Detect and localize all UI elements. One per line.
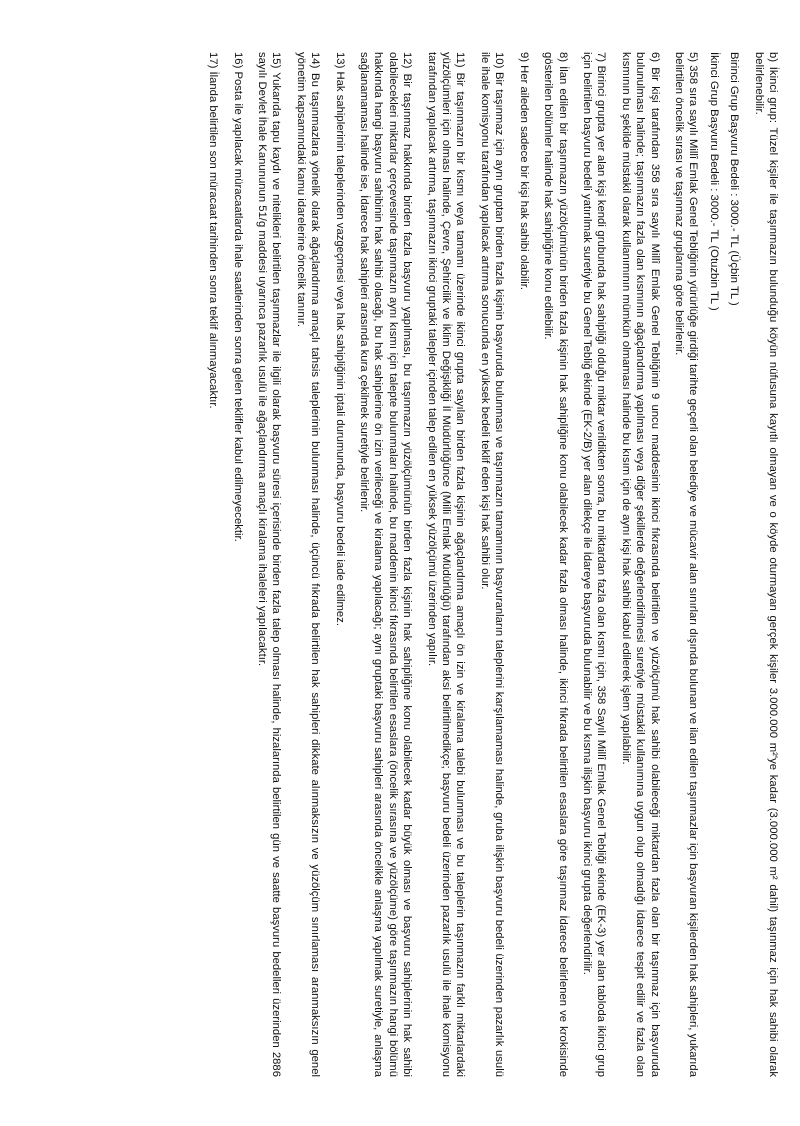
paragraph-8: 8) İlan edilen bir taşınmazın yüzölçümünün birden fazla kişinin hak sahipliğine konu olabilecek kadar fazla olması halinde, ikinci fıkrada belirtilen esaslara göre taşınmaz İdarece belirlenen ve krokisinde gösterilen bölümler halinde hak sahipliğine konu edilebilir. [542, 52, 569, 1077]
paragraph-15: 15) Yukarıda tapu kaydı ve nitelikleri belirtilen taşınmazlar ile ilgili olarak başvuru süresi içerisinde birden fazla talep olması halinde, hizalarında belirtilen gün ve saatte başvuru bedelleri üzerinden 2886 sayılı Devlet İhale Kanununun 51/g maddesi uyarınca pazarlık usulü ile ağaçlandırma amaçlı kiralama ihaleleri yapılacaktır. [256, 52, 283, 1077]
paragraph-5: 5) 358 sıra sayılı Millî Emlak Genel Tebliğinin yürürlüğe girdiği tarihte geçerli olan belediye ve mücavir alan sınırları dışında bulunan ve ilan edilen taşınmazlar için başvuran kişilerden hak sahipleri, yukarıda belirtilen öncelik sırası ve taşınmaz gruplarına göre belirlenir. [672, 52, 700, 1077]
paragraph-14: 14) Bu taşınmazlara yönelik olarak ağaçlandırma amaçlı tahsis taleplerinin bulunması halinde, üçüncü fıkrada belirtilen hak sahipleri dikkate alınmaksızın ve yüzölçüm sınırlaması aranmaksızın genel yönetim kapsamındaki kamu idarelerine öncelik tanınır. [294, 52, 322, 1077]
second-group-fee: İkinci Grup Başvuru Bedeli : 3000.- TL (Otuzbin TL ) [707, 52, 720, 311]
paragraph-13: 13) Hak sahiplerinin taleplerinden vazgeçmesi veya hak sahipliğinin iptali durumunda, başvuru bedeli iade edilmez. [333, 52, 346, 626]
paragraph-11: 11) Bir taşınmazın bir kısmı veya tamamı üzerinde ikinci grupta sayılan birden fazla kişinin ağaçlandırma amaçlı ön izin ve kiralama talebi bulunması ve bu taleplerin taşınmazın farklı miktarlardaki yüzölçümleri için olması halinde, Çevre, Şehircilik ve İklim Değişikliği İl Müdürlüğünce (Milli Emlak Müdürlüğü) tarafından aksi belirtilmedikçe; başvuru bedeli üzerinden pazarlık usulü ile ihale komisyonu tarafından yapılacak artırma, taşınmazın ikinci gruptaki talepler içinden talep edilen en yüksek yüzölçümü üzerinden yapılır. [425, 52, 467, 1077]
paragraph-6: 6) Bir kişi tarafından 358 sıra sayılı Millî Emlak Genel Tebliğinin 9 uncu maddesinin ikinci fıkrasında belirtilen ve yüzölçümü hak sahibi olabileceği miktardan fazla olan bir taşınmaz için başvuruda bulunulması halinde; taşınmazın fazla olan kısmının ağaçlandırma yapılması veya diğer şekillerde değerlendirilmesi suretiyle müstakil kullanımına uygun olup olmadığı İdarece tespit edilir ve fazla olan kısmının bu şekilde müstakil olarak kullanımının mümkün olmaması halinde bu kısım için de aynı kişi hak sahibi kabul edilerek işlem yapılabilir. [619, 52, 661, 1077]
document-body [206, 52, 780, 1077]
paragraph-12: 12) Bir taşınmaz hakkında birden fazla başvuru yapılması, bu taşınmazın yüzölçümünün birden fazla kişinin hak sahipliğine konu olabilecek kadar büyük olması ve başvuru sahiplerinin hak sahibi olabilecekleri miktarlar çerçevesinde taşınmazın aynı kısmı için talepte bulunmaları halinde, bu maddenin ikinci fıkrasında belirtilen esaslara (öncelik sırasına ve yüzölçüme) göre taşınmazın hangi bölümü hakkında hangi başvuru sahibinin hak sahibi olacağı, bu hak sahiplerine ön izin verileceği ve kiralama yapılacağı; aynı gruptaki başvuru sahipleri arasında öncelikle anlaşma yapılmak suretiyle, anlaşma sağlanamaması halinde ise, İdarece hak sahipleri arasında kura çekilmek suretiyle belirlenir. [358, 52, 414, 1077]
paragraph-b: b) İkinci grup: Tüzel kişiler ile taşınmazın bulunduğu köyün nüfusuna kayıtlı olmayan ve o köyde oturmayan gerçek kişiler 3.000.000 m²'ye kadar (3.000.000 m² dahil) taşınmaz için hak sahibi olarak belirlenebilir. [752, 52, 779, 1077]
paragraph-9: 9) Her aileden sadece bir kişi hak sahibi olabilir. [517, 52, 530, 290]
paragraph-7: 7) Birinci grupta yer alan kişi kendi grubunda hak sahipliği olduğu miktar verildikten sonra, bu miktardan fazla olan kısmı için, 358 Sayılı Millî Emlak Genel Tebliği ekinde (EK-3) yer alan tabloda ikinci grup için belirtilen başvuru bedeli yatırılmak suretiyle bu Genel Tebliğ ekinde (EK-2/B) yer alan dilekçe ile İdareye başvuruda bulunabilir ve bu kısma ilişkin başvuru ikinci grupta değerlendirilir. [580, 52, 608, 1077]
paragraph-16: 16) Posta ile yapılacak müracaatlarda ihale saatlerinden sonra gelen teklifler kabul edilmeyecektir. [231, 52, 244, 542]
first-group-fee: Birinci Grup Başvuru Bedeli : 3000.- TL (Üçbin TL ) [728, 52, 741, 306]
paragraph-10: 10) Bir taşınmaz için aynı gruptan birden fazla kişinin başvuruda bulunması ve taşınmazın tamamının başvuranların taleplerini karşılamaması halinde, gruba ilişkin başvuru bedeli üzerinden pazarlık usulü ile ihale komisyonu tarafından yapılacak artırma sonucunda en yüksek bedeli teklif eden kişi hak sahibi olur. [478, 52, 506, 1077]
paragraph-17: 17) İlanda belirtilen son müracaat tarihinden sonra teklif alınmayacaktır. [207, 52, 220, 409]
